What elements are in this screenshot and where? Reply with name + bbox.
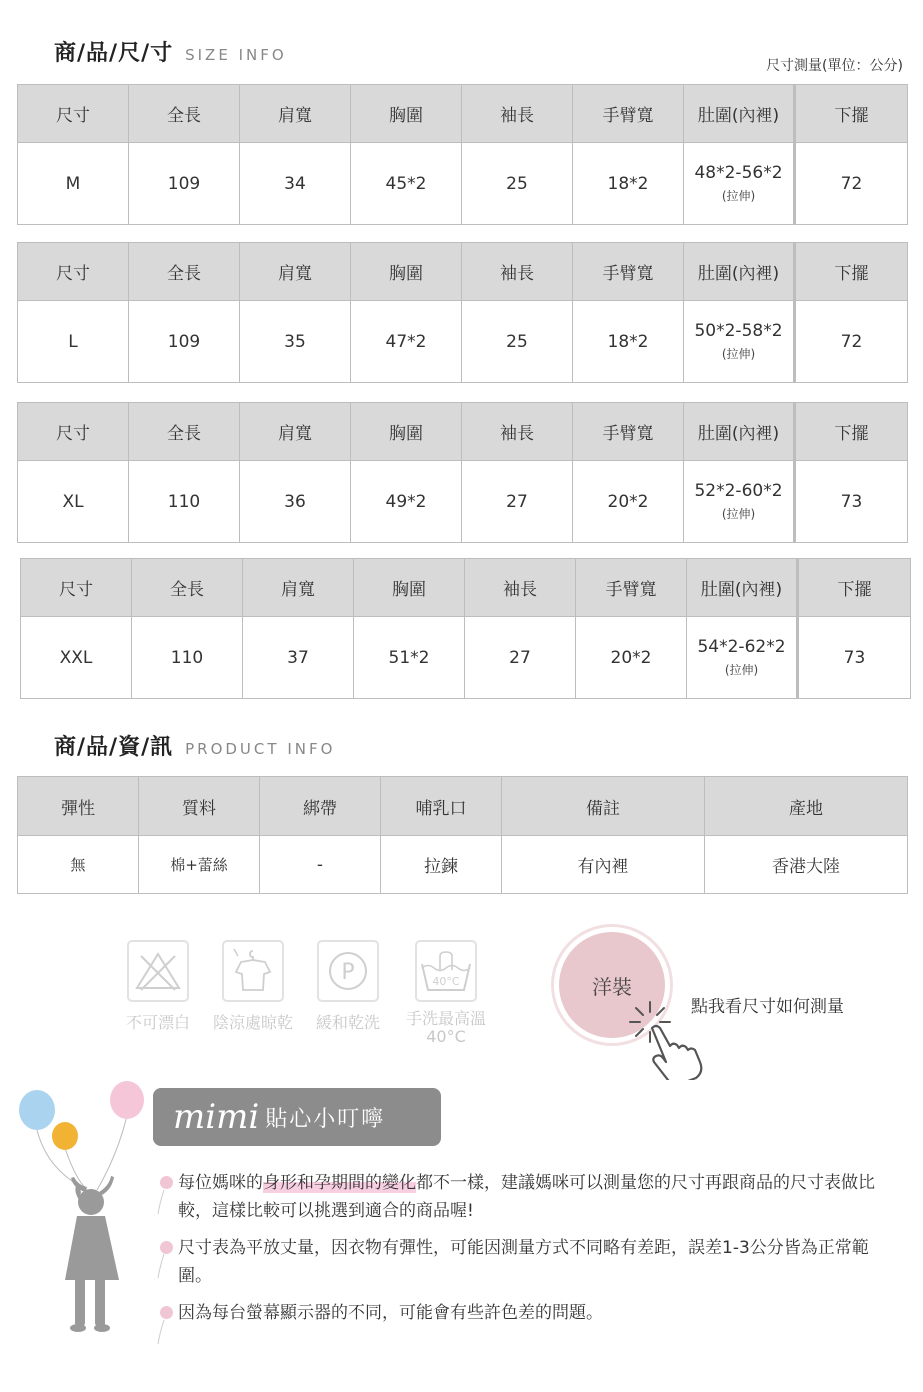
remark-cell: 有內裡 [502,836,705,894]
header-cell: 產地 [705,777,908,836]
care-no-bleach [120,940,196,1033]
product-info-title-en: PRODUCT INFO [185,740,336,758]
hem-cell: 73 [795,461,908,543]
header-cell: 質料 [139,777,260,836]
header-cell: 手臂寬 [576,559,687,617]
size-table-row [21,617,911,699]
header-cell: 胸圍 [351,243,462,301]
size-info-title [54,36,287,67]
size-info-title-zh: 商/品/尺/寸 [54,41,174,66]
size-cell: XL [18,461,129,543]
measure-guide-link[interactable]: 點我看尺寸如何測量 [691,997,844,1017]
balloon-pink [110,1081,144,1119]
size-table-header-row [18,403,908,461]
size-table-m [17,84,908,225]
tip-1-pre: 每位媽咪的 [178,1173,263,1193]
size-cell: L [18,301,129,383]
sleeve-cell: 27 [462,461,573,543]
tip-bullet [160,1176,173,1189]
product-info-title-zh: 商/品/資/訊 [54,735,174,760]
sleeve-cell: 27 [465,617,576,699]
header-cell: 肩寬 [240,243,351,301]
gentle-dry-clean-icon [317,940,379,1002]
header-cell: 胸圍 [351,85,462,143]
chest-cell: 49*2 [351,461,462,543]
shoulder-cell: 34 [240,143,351,225]
size-table-row [18,301,908,383]
header-cell: 綁帶 [260,777,381,836]
header-cell: 肚圍(內裡) [684,403,795,461]
hem-cell: 72 [795,301,908,383]
header-cell: 尺寸 [18,85,129,143]
shoulder-cell: 37 [243,617,354,699]
header-cell: 全長 [129,243,240,301]
care-label: 緩和乾洗 [315,1013,380,1032]
header-cell: 肩寬 [240,85,351,143]
belly-cell [687,617,798,699]
care-hand-wash [400,940,492,1046]
belly-note: (拉伸) [721,347,756,361]
header-cell: 全長 [129,85,240,143]
size-cell: M [18,143,129,225]
header-cell: 全長 [132,559,243,617]
hand-wash-icon [415,940,477,1002]
size-table-xl [17,402,908,543]
header-cell: 肚圍(內裡) [684,243,795,301]
header-cell: 手臂寬 [573,85,684,143]
balloon-blue [19,1090,55,1130]
size-table-header-row [18,243,908,301]
tip-1-highlight: 身形和孕期間的變化 [263,1173,416,1193]
header-cell: 肚圍(內裡) [687,559,798,617]
tip-item-1 [178,1169,888,1225]
header-cell: 肩寬 [240,403,351,461]
header-cell: 肚圍(內裡) [684,85,795,143]
tip-item-2: 尺寸表為平放丈量，因衣物有彈性，可能因測量方式不同略有差距，誤差1-3公分皆為正常範圍。 [178,1238,869,1286]
length-cell: 110 [129,461,240,543]
strap-cell: - [260,836,381,894]
length-cell: 109 [129,143,240,225]
tip-bullet [160,1306,173,1319]
balloon-orange [52,1122,78,1150]
belly-value: 54*2-62*2 [697,637,786,657]
sleeve-cell: 25 [462,301,573,383]
tips-banner [153,1088,441,1146]
care-label: 陰涼處晾乾 [212,1013,293,1032]
belly-note: (拉伸) [721,189,756,203]
header-cell: 下擺 [795,243,908,301]
girl-balloons-illustration [15,1080,155,1352]
size-table-header-row [21,559,911,617]
size-table-l [17,242,908,383]
header-cell: 下擺 [795,403,908,461]
length-cell: 110 [132,617,243,699]
length-cell: 109 [129,301,240,383]
unit-note: 尺寸測量(單位：公分) [766,58,903,74]
tub-temp: 40°C [432,975,460,988]
header-cell: 下擺 [795,85,908,143]
size-table-row [18,461,908,543]
arm-cell: 20*2 [576,617,687,699]
belly-cell [684,143,795,225]
header-cell: 袖長 [462,243,573,301]
header-cell: 尺寸 [21,559,132,617]
size-cell: XXL [21,617,132,699]
header-cell: 手臂寬 [573,243,684,301]
elasticity-cell: 無 [18,836,139,894]
header-cell: 備註 [502,777,705,836]
belly-value: 52*2-60*2 [694,481,783,501]
chest-cell: 47*2 [351,301,462,383]
care-label: 手洗最高溫 [405,1009,486,1028]
header-cell: 彈性 [18,777,139,836]
hem-cell: 73 [798,617,911,699]
header-cell: 尺寸 [18,243,129,301]
belly-note: (拉伸) [724,663,759,677]
brand-logo-text: mimi [173,1097,260,1137]
chest-cell: 45*2 [351,143,462,225]
shade-dry-icon [222,940,284,1002]
product-info-table [17,776,908,894]
header-cell: 胸圍 [354,559,465,617]
shoulder-cell: 36 [240,461,351,543]
arm-cell: 18*2 [573,143,684,225]
belly-cell [684,461,795,543]
header-cell: 全長 [129,403,240,461]
origin-cell: 香港大陸 [705,836,908,894]
belly-value: 48*2-56*2 [694,163,783,183]
tip-1-post: 都不一樣，建議媽咪可以測量您的尺寸再跟商品的尺寸表做比較，這樣比較可以挑選到適合的商品喔! [178,1173,875,1221]
header-cell: 尺寸 [18,403,129,461]
hem-cell: 72 [795,143,908,225]
measure-circle-label: 洋裝 [592,974,632,999]
header-cell: 肩寬 [243,559,354,617]
header-cell: 袖長 [462,403,573,461]
tip-bullet [160,1241,173,1254]
sleeve-cell: 25 [462,143,573,225]
product-value-row [18,836,908,894]
header-cell: 哺乳口 [381,777,502,836]
header-cell: 袖長 [462,85,573,143]
girl-silhouette [65,1176,119,1332]
header-cell: 手臂寬 [573,403,684,461]
product-header-row [18,777,908,836]
size-table-row [18,143,908,225]
belly-cell [684,301,795,383]
care-label-temp: 40°C [426,1027,466,1046]
header-cell: 下擺 [798,559,911,617]
belly-note: (拉伸) [721,507,756,521]
arm-cell: 18*2 [573,301,684,383]
shoulder-cell: 35 [240,301,351,383]
care-gentle-dry-clean [310,940,386,1033]
nursing-cell: 拉鍊 [381,836,502,894]
material-cell: 棉+蕾絲 [139,836,260,894]
tip-connector-lines [154,1172,174,1352]
product-info-title [54,730,335,761]
chest-cell: 51*2 [354,617,465,699]
belly-value: 50*2-58*2 [694,321,783,341]
size-table-xxl [20,558,911,699]
header-cell: 袖長 [465,559,576,617]
tip-item-3: 因為每台螢幕顯示器的不同，可能會有些許色差的問題。 [178,1303,603,1323]
svg-text:P: P [341,960,355,985]
tips-heading: 貼心小叮嚀 [265,1106,386,1132]
size-table-header-row [18,85,908,143]
care-label: 不可漂白 [125,1013,190,1032]
arm-cell: 20*2 [573,461,684,543]
header-cell: 胸圍 [351,403,462,461]
size-info-title-en: SIZE INFO [185,46,287,64]
no-bleach-icon [127,940,189,1002]
care-shade-dry [207,940,299,1033]
